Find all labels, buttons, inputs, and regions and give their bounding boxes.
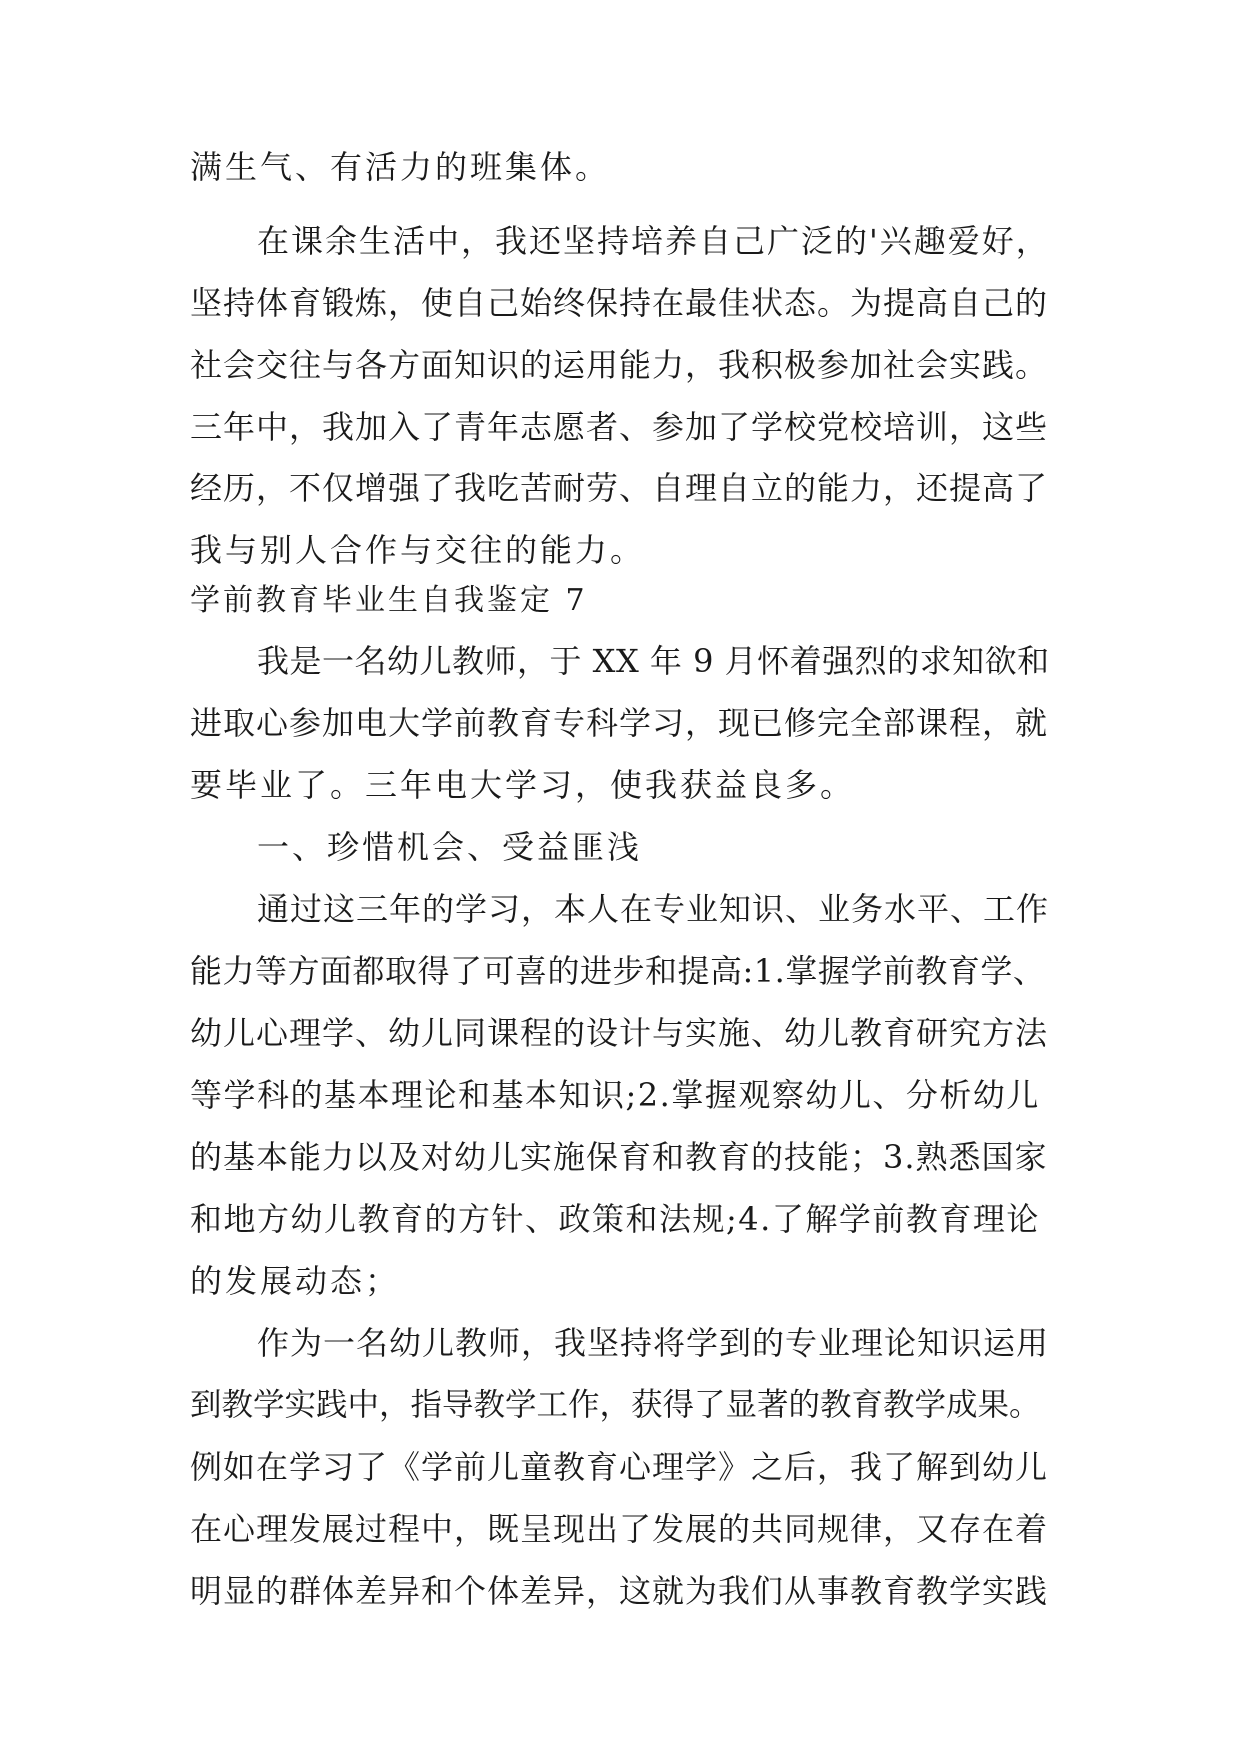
text-line: 通过这三年的学习，本人在专业知识、业务水平、工作 [257,890,1050,928]
text-line: 坚持体育锻炼，使自己始终保持在最佳状态。为提高自己的 [190,284,1049,322]
text-line: 幼儿心理学、幼儿同课程的设计与实施、幼儿教育研究方法 [190,1014,1049,1052]
text-line: 满生气、有活力的班集体。 [190,148,611,186]
text-line: 我与别人合作与交往的能力。 [190,531,646,569]
text-line: 三年中，我加入了青年志愿者、参加了学校党校培训，这些 [190,408,1049,446]
text-line: 的基本能力以及对幼儿实施保育和教育的技能；3.熟悉国家 [190,1138,1048,1176]
text-line: 我是一名幼儿教师，于 XX 年 9 月怀着强烈的求知欲和 [257,642,1050,680]
text-line: 要毕业了。三年电大学习，使我获益良多。 [190,766,856,804]
text-line: 作为一名幼儿教师，我坚持将学到的专业理论知识运用 [257,1324,1050,1362]
text-line: 的发展动态； [190,1262,401,1300]
text-line: 在课余生活中，我还坚持培养自己广泛的'兴趣爱好， [257,222,1050,260]
text-line: 例如在学习了《学前儿童教育心理学》之后，我了解到幼儿 [190,1448,1049,1486]
text-line: 进取心参加电大学前教育专科学习，现已修完全部课程，就 [190,704,1049,742]
text-line: 明显的群体差异和个体差异，这就为我们从事教育教学实践 [190,1572,1049,1610]
section-heading: 学前教育毕业生自我鉴定 7 [190,583,588,618]
text-line: 经历，不仅增强了我吃苦耐劳、自理自立的能力，还提高了 [190,469,1049,507]
text-line: 在心理发展过程中，既呈现出了发展的共同规律，又存在着 [190,1510,1049,1548]
text-line: 能力等方面都取得了可喜的进步和提高:1.掌握学前教育学、 [190,952,1046,990]
text-line: 到教学实践中，指导教学工作，获得了显著的教育教学成果。 [190,1387,1041,1423]
subheading: 一、珍惜机会、受益匪浅 [257,828,643,866]
text-line: 社会交往与各方面知识的运用能力，我积极参加社会实践。 [190,346,1049,384]
text-line: 和地方幼儿教育的方针、政策和法规;4.了解学前教育理论 [190,1200,1040,1238]
text-line: 等学科的基本理论和基本知识;2.掌握观察幼儿、分析幼儿 [190,1076,1040,1114]
